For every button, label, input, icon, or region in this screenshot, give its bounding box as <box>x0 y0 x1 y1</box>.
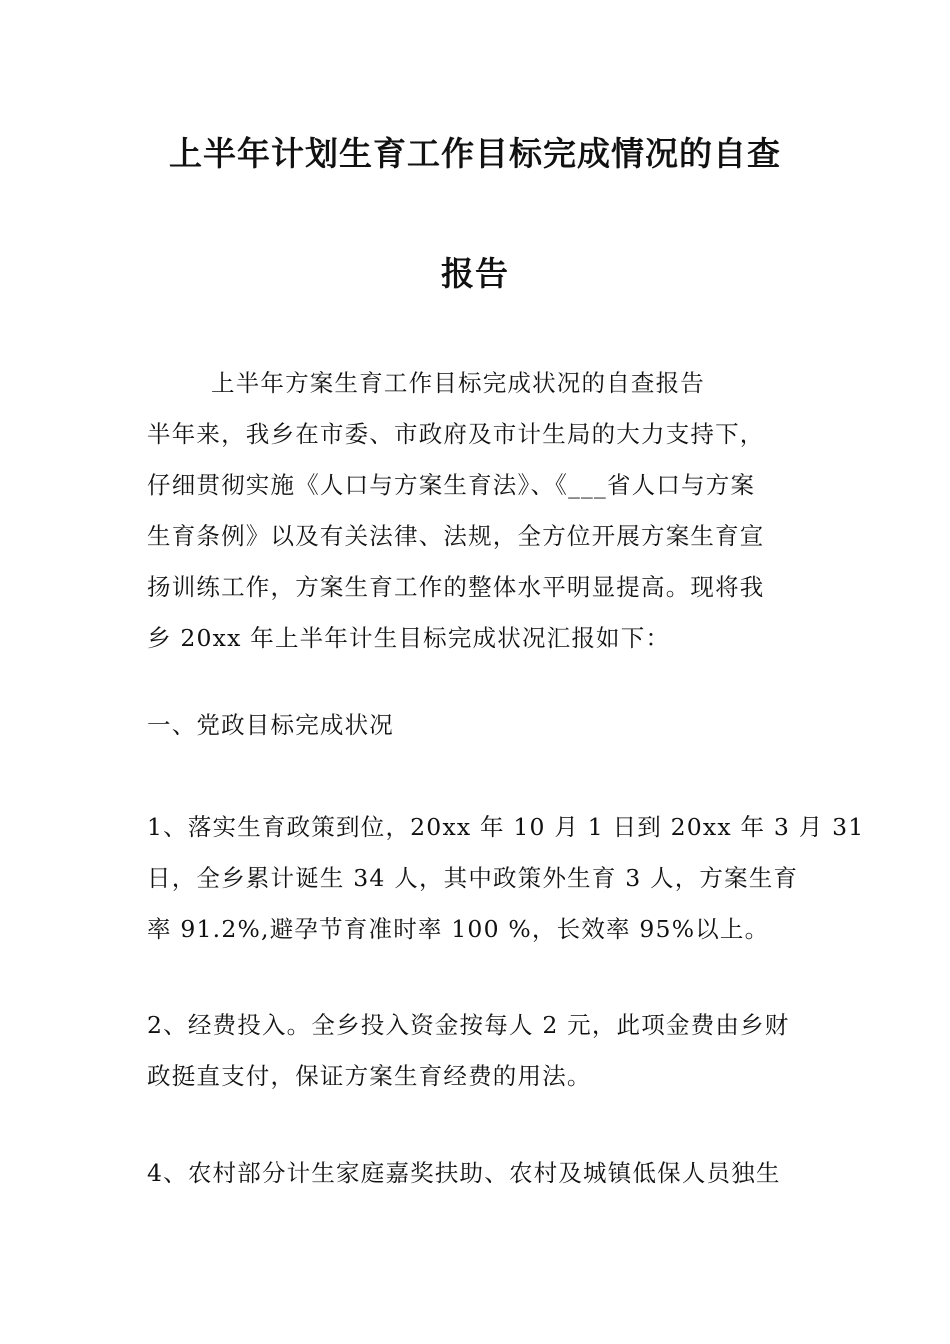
intro-line: 扬训练工作，方案生育工作的整体水平明显提高。现将我 <box>147 573 765 601</box>
item-1-line: 率 91.2%,避孕节育准时率 100 %，长效率 95%以上。 <box>147 915 770 943</box>
intro-line: 上半年方案生育工作目标完成状况的自查报告 <box>211 369 705 397</box>
intro-line: 乡 20xx 年上半年计生目标完成状况汇报如下： <box>147 624 671 652</box>
intro-paragraph <box>147 358 807 664</box>
item-2-paragraph <box>147 1000 807 1102</box>
item-4-line: 4、农村部分计生家庭嘉奖扶助、农村及城镇低保人员独生 <box>147 1159 781 1187</box>
document-title-line-1: 上半年计划生育工作目标完成情况的自查 <box>169 134 781 173</box>
item-1-line: 日，全乡累计诞生 34 人，其中政策外生育 3 人，方案生育 <box>147 864 799 892</box>
item-1-line: 1、落实生育政策到位，20xx 年 10 月 1 日到 20xx 年 3 月 31 <box>147 813 865 841</box>
intro-line: 仔细贯彻实施《人口与方案生育法》、《___省人口与方案 <box>147 471 756 499</box>
item-2-line: 政挺直支付，保证方案生育经费的用法。 <box>147 1062 592 1090</box>
section-heading-text: 一、党政目标完成状况 <box>147 711 394 739</box>
intro-line: 半年来，我乡在市委、市政府及市计生局的大力支持下， <box>147 420 765 448</box>
section-heading <box>147 700 807 751</box>
item-1-paragraph <box>147 802 865 955</box>
item-4-paragraph <box>147 1148 807 1199</box>
item-2-line: 2、经费投入。全乡投入资金按每人 2 元，此项金费由乡财 <box>147 1011 790 1039</box>
document-title-line-2: 报告 <box>441 254 509 293</box>
intro-line: 生育条例》以及有关法律、法规，全方位开展方案生育宣 <box>147 522 765 550</box>
